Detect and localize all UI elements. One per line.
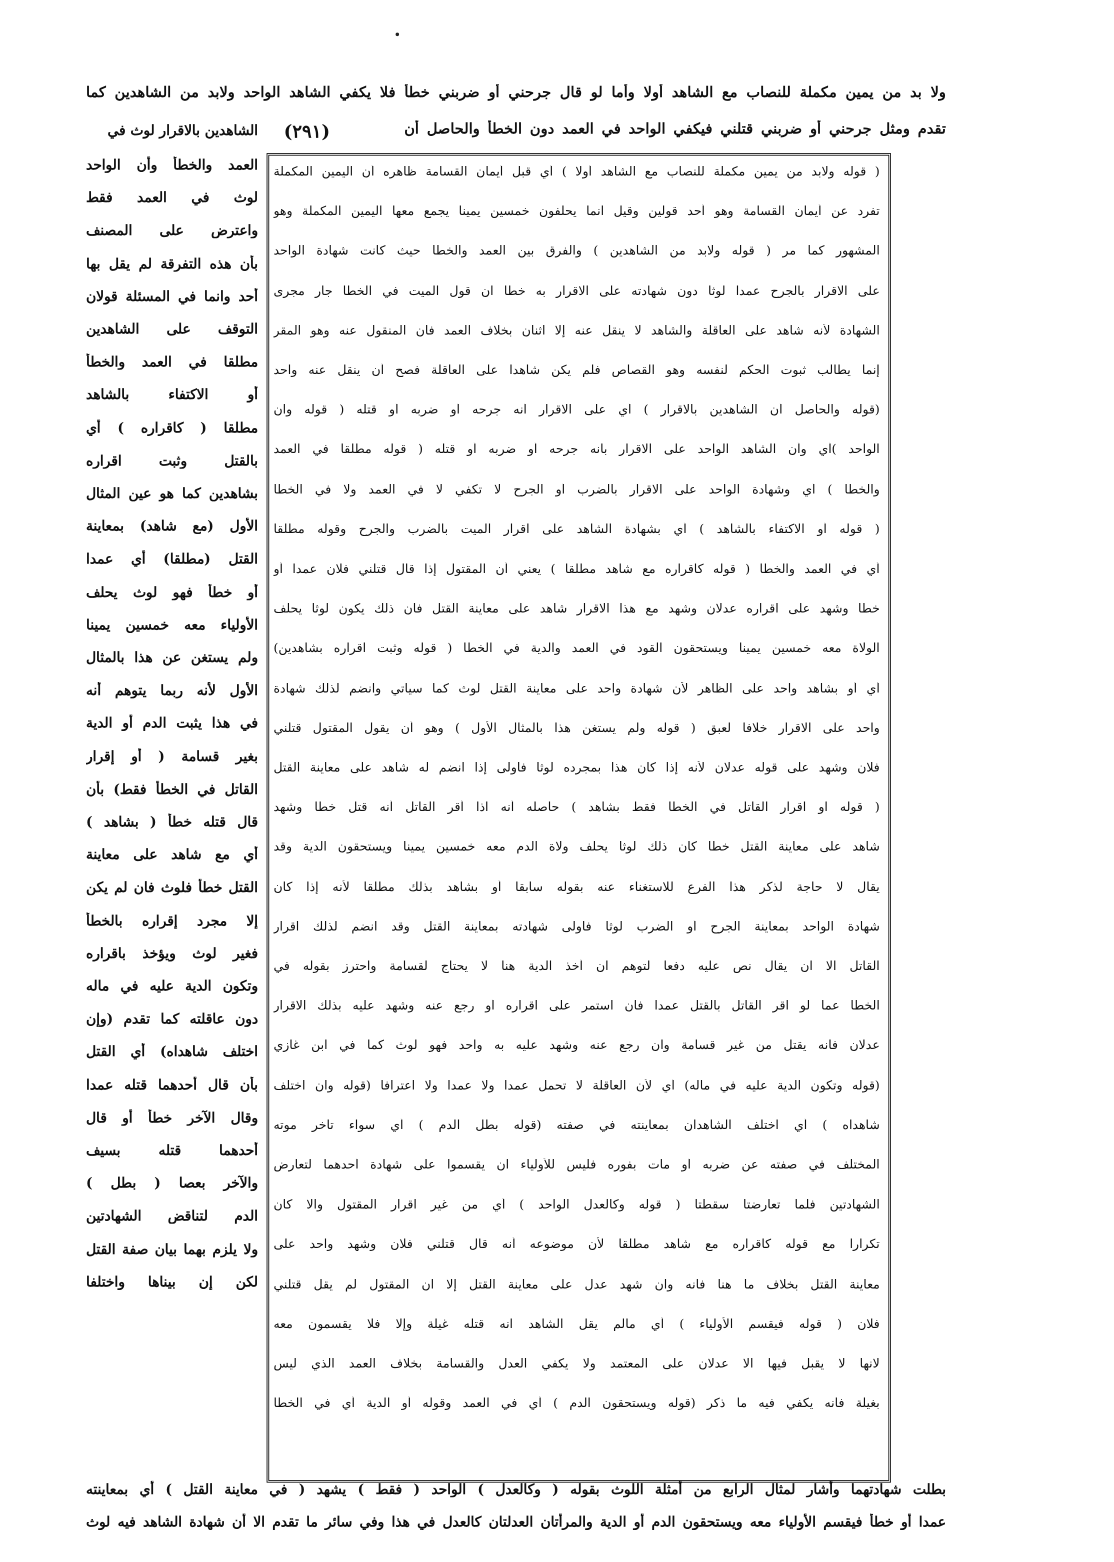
commentary-line: شاهداه ) أي اختلف الشاهدان بمعاينته في صفته (قوله بطل الدم ) أي سواء تأخر موته (273, 1118, 880, 1133)
sidebar-line: القتل (مطلقا) أي عمدا (86, 550, 258, 568)
commentary-line: يقال لا حاجة لذكر هذا الفرع للاستغناء عنه بقوله سابقا أو بشاهد بذلك مطلقا لأنه إذا كان (273, 880, 880, 895)
sidebar-line: أي مع شاهد على معاينة (86, 846, 258, 863)
sidebar-line: التوقف على الشاهدين (86, 320, 258, 338)
commentary-line: فلان وشهد على قوله عدلان لأنه إذا كان هذا بمجرده لوثا فاولى إذا انضم له شاهد على معاينة القتل (273, 761, 880, 775)
commentary-line: المختلف في صفته عن ضربه أو مات بفوره فليس للأولياء ان يقسموا على شهادة أحدهما لتعارض (273, 1158, 880, 1173)
sidebar-line: مطلقا ( كاقراره ) أي (86, 419, 258, 436)
sidebar-line: لوث في العمد فقط (86, 189, 258, 206)
sidebar-line: لكن إن بيناها واختلفا (86, 1273, 258, 1290)
commentary-line: على الاقرار بالجرح عمدا لوثا دون شهادته على الاقرار به خطأ ان قول الميت في الخطأ جار مجرى (273, 284, 880, 299)
sidebar-line: وتكون الدية عليه في ماله (86, 977, 258, 995)
bottom-text-line-2: عمدا أو خطأ فيقسم الأولياء معه ويستحقون الدم أو الدية والمرأتان العدلتان كالعدل في هذا وفي سائر ما تقدم الا أن شهادة الشاهد فيه لوث (86, 1513, 946, 1530)
commentary-line: معاينة القتل بخلاف ما هنا فانه وان شهد عدل على معاينة القتل إلا ان المقتول لم يقل قتلني (273, 1277, 880, 1292)
sidebar-line: الأول (مع شاهد) بمعاينة (86, 517, 258, 535)
sidebar-line: دون عاقلته كما تقدم (وإن (86, 1010, 258, 1028)
commentary-line: الخطأ عما لو اقر القاتل بالقتل عمدا فان استمر على اقراره أو رجع عنه وشهد عليه بذلك الاقرار (273, 999, 880, 1014)
sidebar-line: فغير لوث ويؤخذ باقراره (86, 944, 258, 962)
commentary-line: بغيلة فانه يكفي فيه ما ذكر (قوله ويستحقون الدم ) أي في العمد وقوله أو الدية أي في الخطأ (273, 1396, 880, 1411)
sidebar-line: بغير قسامة ( أو إقرار (86, 747, 258, 765)
sidebar-header: الشاهدين بالاقرار لوث في (107, 122, 259, 139)
commentary-line: شهادة الواحد بمعاينة الجرح أو الضرب لوثا فاولى شهادته بمعاينة القتل وقد انضم لذلك اقرار (273, 920, 880, 934)
sidebar-line: وقال الآخر خطأ أو قال (86, 1109, 258, 1126)
sidebar-line: أحد وانما في المسئلة قولان (86, 287, 258, 305)
commentary-line: تكرارا مع قوله كاقراره مع شاهد مطلقا لأن موضوعه أنه قال قتلني فلان وشهد واحد على (273, 1237, 880, 1252)
bottom-text-line-1: بطلت شهادتهما وأشار لمثال الرابع من أمثلة اللوث بقوله ( وكالعدل ) الواحد ( فقط ) يشهد ( في معاينة القتل ) أي بمعاينته (86, 1480, 946, 1498)
commentary-line: واحد على الاقرار خلافا لعبق ( قوله ولم يستغن هذا بالمثال الأول ) وهو أن يقول المقتول قتلني (273, 721, 880, 736)
top-text-line-1: ولا بد من يمين مكملة للنصاب مع الشاهد أولا وأما لو قال جرحني أو ضربني خطأ فلا يكفي الشاهد الواحد ولابد من الشاهدين كما (86, 84, 946, 102)
sidebar-line: قال قتله خطأ ( بشاهد ) (86, 813, 258, 830)
commentary-line: الشهادتين فلما تعارضتا سقطتا ( قوله وكالعدل الواحد ) أي من غير اقرار المقتول والا كان (273, 1198, 880, 1212)
sidebar-line: الأول لأنه ربما يتوهم أنه (86, 682, 258, 699)
commentary-line: الشهادة لأنه شاهد على العاقلة والشاهد لا ينقل عنه إلا اثنان بخلاف العمد فان المنقول عنه وهو المقر (273, 324, 880, 338)
sidebar-line: أحدهما قتله بسيف (86, 1142, 258, 1159)
page-mark (396, 33, 399, 36)
top-text-line-2: تقدم ومثل جرحني أو ضربني قتلني فيكفي الواحد في العمد دون الخطأ والحاصل أن (404, 120, 946, 138)
sidebar-line: بالقتل وثبت اقراره (86, 452, 258, 469)
page-number: (٢٩١) (283, 120, 330, 142)
commentary-line: تفرد عن أيمان القسامة وهو أحد قولين وقيل انما يحلفون خمسين يمينا يجمع معها اليمين المكملة وهو (273, 204, 880, 219)
commentary-line: إنما يطالب ثبوت الحكم لنفسه وهو القصاص فلم يكن شاهدا على العاقلة فصح أن ينقل عنه واحد (273, 363, 880, 378)
commentary-line: ( قوله او اقرار القاتل في الخطأ فقط بشاهد ) حاصله أنه اذا أقر القاتل أنه قتل خطأ وشهد (273, 800, 880, 815)
commentary-line: لانها لا يقبل فيها الا عدلان على المعتمد ولا يكفي العدل والقسامة بخلاف العمد الذي ليس (273, 1357, 880, 1371)
commentary-line: شاهد على معاينة القتل خطأ كان ذلك لوثا يحلف ولاة الدم معه خمسين يمينا ويستحقون الدية وقد (273, 840, 880, 855)
sidebar-line: ولا يلزم بهما بيان صفة القتل (86, 1240, 258, 1257)
sidebar-line: ولم يستغن عن هذا بالمثال (86, 649, 258, 666)
sidebar-line: أو الاكتفاء بالشاهد (86, 386, 258, 403)
commentary-line: خطأ وشهد على اقراره عدلان وشهد مع هذا الاقرار شاهد على معاينة القتل فان ذلك يكون لوثا يحلف (273, 602, 880, 616)
sidebar-line: بأن قال أحدهما قتله عمدا (86, 1076, 258, 1093)
commentary-line: فلان ( قوله فيقسم الأولياء ) أي مالم يقل الشاهد انه قتله غيلة وإلا فلا يقسمون معه (273, 1317, 880, 1332)
sidebar-line: الأولياء معه خمسين يمينا (86, 616, 258, 633)
commentary-line: أي في العمد والخطأ ( قوله كاقراره مع شاهد مطلقا ) يعني أن المقتول إذا قال قتلني فلان عمدا أو (273, 562, 880, 577)
commentary-line: ( قوله أو الاكتفاء بالشاهد ) أي بشهادة الشاهد على اقرار الميت بالضرب والجرح وقوله مطلقا (273, 522, 880, 537)
sidebar-line: مطلقا في العمد والخطأ (86, 353, 258, 370)
commentary-line: (قوله والحاصل أن الشاهدين بالاقرار ) أي على الاقرار أنه جرحه أو ضربه أو قتله ( قوله وان (273, 403, 880, 418)
sidebar-line: والآخر بعصا ( بطل ) (86, 1174, 258, 1192)
commentary-line: القاتل الا ان يقال نص عليه دفعا لتوهم ان أخذ الدية هنا لا يحتاج لقسامة واحترز بقوله في (273, 959, 880, 974)
sidebar-line: واعترض على المصنف (86, 222, 258, 239)
sidebar-line: إلا مجرد إقراره بالخطأ (86, 912, 258, 929)
sidebar-line: القاتل في الخطأ فقط) بأن (86, 780, 258, 798)
sidebar-line: العمد والخطأ وأن الواحد (86, 156, 258, 173)
sidebar-line: بأن هذه التفرقة لم يقل بها (86, 255, 258, 272)
sidebar-line: بشاهدين كما هو عين المثال (86, 485, 258, 502)
sidebar-line: في هذا يثبت الدم أو الدية (86, 714, 258, 732)
sidebar-line: أو خطأ فهو لوث يحلف (86, 583, 258, 600)
commentary-line: والخطأ ) أي وشهادة الواحد على الاقرار بالضرب أو الجرح لا تكفي لا في العمد ولا في الخطأ (273, 482, 880, 497)
commentary-line: أي أو بشاهد واحد على الظاهر لأن شهادة واحد على معاينة القتل لوث كما سيأتي وانضم لذلك شهادة (273, 681, 880, 696)
commentary-line: المشهور كما مر ( قوله ولابد من الشاهدين ) والفرق بين العمد والخطأ حيث كانت شهادة الواحد (273, 244, 880, 259)
commentary-line: الولاة معه خمسين يمينا ويستحقون القود في العمد والدية في الخطأ ( قوله وثبت اقراره بشاهدين) (273, 641, 880, 656)
sidebar-line: القتل خطأ فلوث فان لم يكن (86, 879, 258, 896)
sidebar-line: الدم لتناقض الشهادتين (86, 1207, 258, 1225)
commentary-line: عدلان فانه يقتل من غير قسامة وان رجع عنه وشهد عليه به واحد فهو لوث كما في ابن غازي (273, 1039, 880, 1053)
sidebar-line: اختلف شاهداه) أي القتل (86, 1043, 258, 1060)
commentary-line: الواحد )أي وأن الشاهد الواحد على الاقرار بأنه جرحه أو ضربه أو قتله ( قوله مطلقا في العمد (273, 443, 880, 457)
commentary-line: ( قوله ولابد من يمين مكملة للنصاب مع الشاهد أولا ) أي قبل أيمان القسامة ظاهره أن اليمين المكملة (273, 165, 880, 179)
commentary-line: (قوله وتكون الدية عليه في ماله) أي لأن العاقلة لا تحمل عمدا ولا عمدا ولا اعترافا (قوله وان اختلف (273, 1078, 880, 1093)
